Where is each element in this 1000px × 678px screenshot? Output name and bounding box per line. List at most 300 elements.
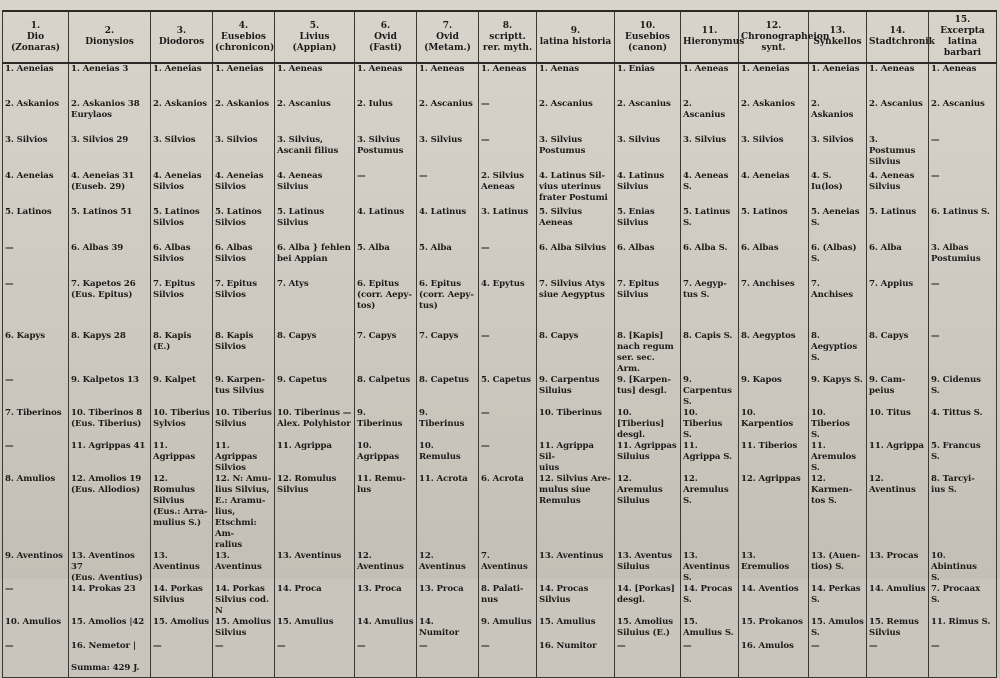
column-number: 12. [765, 20, 782, 31]
table-cell: 7. Capys [417, 331, 479, 375]
table-cell: 3. Silvius Postumus [355, 135, 417, 171]
table-cell: 9. Aventinos [3, 551, 69, 584]
table-cell: 9. Carpentus S. [681, 375, 739, 408]
table-cell: 5. Francus S. [929, 441, 997, 474]
table-cell: 16. Amulos [739, 641, 809, 663]
column-number: 10. [639, 20, 656, 31]
table-cell: 3. Silvios [809, 135, 867, 171]
table-cell: 5. Latinus S. [681, 207, 739, 243]
table-cell: 10. Remulus [417, 441, 479, 474]
table-cell: 3. Silvius [615, 135, 681, 171]
column-header [417, 11, 479, 63]
table-cell: 10. Tiberius S. [681, 408, 739, 441]
table-cell: 1. Aeneas [929, 63, 997, 99]
table-cell: 12. Aventinus [355, 551, 417, 584]
table-cell: 1. Aeneias [3, 63, 69, 99]
table-cell: 5. Enias Silvius [615, 207, 681, 243]
table-row [3, 584, 997, 617]
column-number: 15. [954, 15, 971, 25]
column-header [3, 11, 69, 63]
summary-empty-cell [681, 663, 739, 677]
table-cell: 12. Aventinus [417, 551, 479, 584]
kings-table [2, 10, 997, 678]
table-cell: 1. Aeneias [809, 63, 867, 99]
table-cell: 3. Silvios [739, 135, 809, 171]
table-cell: 1. Aeneas [417, 63, 479, 99]
table-cell: 16. Nemetor | [69, 641, 151, 663]
table-cell: 10. Tiberinus — Alex. Polyhistor [275, 408, 355, 441]
table-cell: 3. Silvios [151, 135, 213, 171]
table-cell: — [3, 279, 69, 331]
table-row [3, 279, 997, 331]
column-number: 7. [442, 20, 453, 31]
table-row [3, 375, 997, 408]
table-cell: 10. Tiberius Sylvios [151, 408, 213, 441]
table-cell: 1. Aeneias [213, 63, 275, 99]
table-cell: 7. Epitus Silvios [213, 279, 275, 331]
table-cell: 9. Amulius [479, 617, 537, 641]
table-cell: 14. Procas S. [681, 584, 739, 617]
table-row [3, 551, 997, 584]
table-cell: 2. Ascanius [929, 99, 997, 135]
summary-empty-cell [151, 663, 213, 677]
table-cell: — [867, 641, 929, 663]
table-cell: 13. Aventinos 37 (Eus. Aventius) [69, 551, 151, 584]
table-cell: 5. Latinos [3, 207, 69, 243]
column-title: Dionysios [85, 37, 134, 47]
table-cell: 11. Tiberios [739, 441, 809, 474]
table-cell: 2. Iulus [355, 99, 417, 135]
table-cell: 4. Aeneas Silvius [867, 171, 929, 207]
table-cell: 13. Aventinus [151, 551, 213, 584]
table-cell: 6. (Albas) S. [809, 243, 867, 279]
table-cell: 3. Latinus [479, 207, 537, 243]
table-cell: — [479, 408, 537, 441]
table-cell: 9. Cam- peius [867, 375, 929, 408]
table-cell: 13. Aventus Siluius [615, 551, 681, 584]
table-cell: 9. Capetus [275, 375, 355, 408]
table-cell: 4. Epytus [479, 279, 537, 331]
table-cell: 4. Aeneas Silvius [275, 171, 355, 207]
column-number: 1. [30, 20, 41, 31]
table-cell: 4. Latinus [417, 207, 479, 243]
table-cell: 8. Aegyptos [739, 331, 809, 375]
table-cell: 7. Atys [275, 279, 355, 331]
column-title: Chronographeion synt. [741, 31, 830, 53]
table-cell: 8. Capys [275, 331, 355, 375]
table-cell: 3. Silvios [3, 135, 69, 171]
table-cell: 13. Aventinus [275, 551, 355, 584]
column-header [275, 11, 355, 63]
table-cell: 4. Latinus [355, 207, 417, 243]
table-row [3, 99, 997, 135]
table-cell: 2. Askanios [739, 99, 809, 135]
table-cell: — [151, 641, 213, 663]
table-cell: 6. Alba Silvius [537, 243, 615, 279]
table-cell: — [929, 171, 997, 207]
summary-empty-cell [867, 663, 929, 677]
table-cell: 4. Aeneias [739, 171, 809, 207]
table-cell: 3. Albas Postumius [929, 243, 997, 279]
table-cell: 14. Aventios [739, 584, 809, 617]
table-row [3, 135, 997, 171]
table-cell: 2. Silvius Aeneas [479, 171, 537, 207]
table-cell: 5. Latinus [867, 207, 929, 243]
table-cell: 14. Procas Silvius [537, 584, 615, 617]
column-title: Stadtchronik [869, 37, 935, 47]
table-cell: 12. Agrippas [739, 474, 809, 551]
column-title: Excerpta latina barbari [940, 26, 985, 58]
table-cell: 10. Amulios [3, 617, 69, 641]
table-cell: 5. Alba [355, 243, 417, 279]
table-cell: 9. Kapos [739, 375, 809, 408]
table-cell: 14. Porkas Silvius cod. N [213, 584, 275, 617]
table-cell: 9. Kalpetos 13 [69, 375, 151, 408]
table-cell: 12. Aremulus S. [681, 474, 739, 551]
table-cell: — [479, 135, 537, 171]
summary-empty-cell [809, 663, 867, 677]
table-cell: 11. Rimus S. [929, 617, 997, 641]
table-cell: 7. Aventinus [479, 551, 537, 584]
table-cell: — [213, 641, 275, 663]
table-cell: 1. Aeneas [867, 63, 929, 99]
table-cell: 1. Aeneias [151, 63, 213, 99]
table-cell: 3. Silvius [417, 135, 479, 171]
table-cell: 1. Aeneas [275, 63, 355, 99]
table-cell: 13. Eremulios [739, 551, 809, 584]
table-cell: 15. Amolios |42 [69, 617, 151, 641]
table-cell: 2. Askanios [3, 99, 69, 135]
table-cell: 13. (Auen- tios) S. [809, 551, 867, 584]
column-title: Synkellos [813, 37, 862, 47]
table-cell: 6. Epitus (corr. Aepy- tos) [355, 279, 417, 331]
table-cell: 5. Alba [417, 243, 479, 279]
column-number: 14. [889, 26, 906, 36]
table-cell: 9. Kalpet [151, 375, 213, 408]
table-cell: 12. Amolios 19 (Eus. Allodios) [69, 474, 151, 551]
table-cell: 2. Ascanius [615, 99, 681, 135]
table-cell: 5. Latinos [739, 207, 809, 243]
table-cell: 16. Numitor [537, 641, 615, 663]
table-cell: 6. Latinus S. [929, 207, 997, 243]
table-cell: 10. Tiberinus [537, 408, 615, 441]
table-cell: 15. Amulius [275, 617, 355, 641]
table-cell: — [355, 641, 417, 663]
table-cell: 15. Amulius S. [681, 617, 739, 641]
table-cell: 7. Silvius Atys siue Aegyptus [537, 279, 615, 331]
table-cell: 4. Aeneias [3, 171, 69, 207]
table-cell: 15. Remus Silvius [867, 617, 929, 641]
table-cell: — [809, 641, 867, 663]
table-cell: 4. Tittus S. [929, 408, 997, 441]
table-cell: — [3, 584, 69, 617]
column-header [213, 11, 275, 63]
table-cell: 4. Aeneias Silvios [213, 171, 275, 207]
table-row [3, 408, 997, 441]
table-body [3, 63, 997, 677]
table-row [3, 474, 997, 551]
table-cell: 11. Remu- lus [355, 474, 417, 551]
table-cell: 7. Anchises [739, 279, 809, 331]
summary-empty-cell [615, 663, 681, 677]
table-cell: 1. Aeneas [355, 63, 417, 99]
table-cell: 10. Abintinus S. [929, 551, 997, 584]
table-cell: 14. Porkas Silvius [151, 584, 213, 617]
table-cell: 9. Kapys S. [809, 375, 867, 408]
table-cell: 10. Tiberinos 8 (Eus. Tiberius) [69, 408, 151, 441]
table-cell: 7. Aegyp- tus S. [681, 279, 739, 331]
summary-row [3, 663, 997, 677]
table-cell: 8. Calpetus [355, 375, 417, 408]
table-cell: 3. Silvios [213, 135, 275, 171]
table-cell: 8. Amulios [3, 474, 69, 551]
table-cell: 15. Amolius [151, 617, 213, 641]
table-cell: 11. Agrippas [151, 441, 213, 474]
header-row [3, 11, 997, 63]
table-cell: 11. Acrota [417, 474, 479, 551]
table-cell: 14. Numitor [417, 617, 479, 641]
table-cell: — [3, 441, 69, 474]
column-header [681, 11, 745, 63]
table-cell: — [479, 641, 537, 663]
summary-empty-cell [417, 663, 479, 677]
table-cell: 11. Agrippa [867, 441, 929, 474]
table-cell: 15. Amulos S. [809, 617, 867, 641]
table-cell: 13. Procas [867, 551, 929, 584]
table-cell: 8. Capys [537, 331, 615, 375]
table-row [3, 617, 997, 641]
table-row [3, 171, 997, 207]
table-cell: 9. Tiberinus [417, 408, 479, 441]
table-cell: 5. Capetus [479, 375, 537, 408]
table-cell: 4. Aeneias 31 (Euseb. 29) [69, 171, 151, 207]
table-row [3, 641, 997, 663]
table-cell: 2. Ascanius [417, 99, 479, 135]
table-cell: — [479, 99, 537, 135]
column-number: 3. [176, 26, 187, 36]
column-title: Diodoros [158, 37, 205, 47]
table-cell: 13. Aventinus S. [681, 551, 739, 584]
table-cell: 2. Ascanius [867, 99, 929, 135]
table-cell: 7. Anchises [809, 279, 867, 331]
table-cell: 2. Ascanius [537, 99, 615, 135]
table-cell: 2. Ascanius [681, 99, 739, 135]
table-cell: 4. S. Iu(los) [809, 171, 867, 207]
table-cell: 14. Prokas 23 [69, 584, 151, 617]
column-header [739, 11, 830, 63]
column-title: Eusebios (chronicon) [215, 31, 275, 53]
column-title: Eusebios (canon) [625, 31, 670, 53]
table-row [3, 63, 997, 99]
table-cell: 1. Aeneias 3 [69, 63, 151, 99]
table-cell: 7. Epitus Silvios [151, 279, 213, 331]
table-cell: 14. Proca [275, 584, 355, 617]
table-cell: 11. Aremulos S. [809, 441, 867, 474]
table-cell: 14. [Porkas] desgl. [615, 584, 681, 617]
column-title: Livius (Appian) [292, 31, 337, 53]
table-cell: — [275, 641, 355, 663]
table-cell: 15. Amulius [537, 617, 615, 641]
table-cell: 12. Karmen- tos S. [809, 474, 867, 551]
summary-empty-cell [739, 663, 809, 677]
table-cell: 3. Silvius, Ascanii filius [275, 135, 355, 171]
table-row [3, 207, 997, 243]
table-row [3, 331, 997, 375]
column-header [69, 11, 151, 63]
table-cell: 12. Aremulus Siluius [615, 474, 681, 551]
table-cell: 8. [Kapis] nach regum ser. sec. Arm. [615, 331, 681, 375]
table-cell: 10. Tiberius Silvius [213, 408, 275, 441]
table-row [3, 243, 997, 279]
table-cell: 1. Aeneas [681, 63, 739, 99]
column-number: 13. [829, 26, 846, 36]
column-title: Dio (Zonaras) [10, 31, 61, 53]
table-cell: 13. Aventinus [213, 551, 275, 584]
table-cell: 7. Appius [867, 279, 929, 331]
table-cell: 8. Palati- nus [479, 584, 537, 617]
table-cell: 12. Silvius Are- mulus siue Remulus [537, 474, 615, 551]
table-cell: 6. Albas [615, 243, 681, 279]
table-cell: 14. Amulius [355, 617, 417, 641]
table-cell: 10. Agrippas [355, 441, 417, 474]
table-cell: 5. Silvius Aeneas [537, 207, 615, 243]
table-cell: 3. Silvius [681, 135, 739, 171]
table-cell: 11. Agrippa S. [681, 441, 739, 474]
table-cell: 8. Capis S. [681, 331, 739, 375]
table-cell: — [479, 441, 537, 474]
table-cell: 12. Romulus Silvius [275, 474, 355, 551]
table-cell: 6. Albas [739, 243, 809, 279]
table-cell: 5. Aeneias S. [809, 207, 867, 243]
table-cell: 6. Albas Silvios [213, 243, 275, 279]
table-cell: 12. Romulus Silvius (Eus.: Arra- mulius S.) [151, 474, 213, 551]
column-number: 11. [701, 26, 718, 36]
table-cell: 8. Capetus [417, 375, 479, 408]
table-cell: 1. Aeneas [479, 63, 537, 99]
table-cell: 14. Amulius [867, 584, 929, 617]
column-header [615, 11, 681, 63]
table-cell: 6. Alba S. [681, 243, 739, 279]
table-cell: — [929, 279, 997, 331]
table-cell: 10. Titus [867, 408, 929, 441]
table-cell: 1. Aenas [537, 63, 615, 99]
table-cell: 12. Aventinus [867, 474, 929, 551]
column-header [151, 11, 213, 63]
table-cell: 15. Prokanos [739, 617, 809, 641]
table-cell: — [355, 171, 417, 207]
column-title: Ovid (Metam.) [424, 31, 471, 53]
table-cell: 10. Karpentios [739, 408, 809, 441]
table-cell: 4. Latinus Silvius [615, 171, 681, 207]
column-number: 6. [380, 20, 391, 31]
summary-empty-cell [3, 663, 69, 677]
table-cell: 11. Agrippas Silvios [213, 441, 275, 474]
table-cell: 13. Aventinus [537, 551, 615, 584]
table-cell: — [929, 331, 997, 375]
column-number: 9. [570, 26, 581, 36]
table-cell: 5. Latinos Silvios [213, 207, 275, 243]
column-number: 8. [502, 20, 513, 31]
table-cell: 9. Cidenus S. [929, 375, 997, 408]
table-cell: 4. Aeneias Silvios [151, 171, 213, 207]
table-cell: 7. Kapetos 26 (Eus. Epitus) [69, 279, 151, 331]
table-cell: 2. Askanios 38 Eurylaos [69, 99, 151, 135]
table-cell: 11. Agrippa Sil- uius [537, 441, 615, 474]
table-cell: 6. Albas Silvios [151, 243, 213, 279]
table-cell: 7. Tiberinos [3, 408, 69, 441]
table-cell: 4. Latinus Sil- vius uterinus frater Postumi [537, 171, 615, 207]
table-cell: 1. Enias [615, 63, 681, 99]
table-cell: 6. Albas 39 [69, 243, 151, 279]
table-cell: — [615, 641, 681, 663]
summary-empty-cell [537, 663, 615, 677]
column-number: 2. [104, 26, 115, 36]
summary-empty-cell [479, 663, 537, 677]
summary-total: Summa: 429 J. [69, 663, 151, 677]
table-cell: 5. Latinos Silvios [151, 207, 213, 243]
table-cell: 10. [Tiberius] desgl. [615, 408, 681, 441]
table-cell: 2. Askanios [213, 99, 275, 135]
table-cell: — [417, 171, 479, 207]
table-cell: 5. Latinos 51 [69, 207, 151, 243]
table-cell: 12. N: Amu- lius Silvius, E.: Aramu- lius, Etschmi: Am- ralius [213, 474, 275, 551]
table-row [3, 441, 997, 474]
table-cell: — [681, 641, 739, 663]
column-title: Ovid (Fasti) [369, 31, 402, 53]
table-cell: 8. Tarcyi- ius S. [929, 474, 997, 551]
column-header [537, 11, 615, 63]
summary-empty-cell [213, 663, 275, 677]
table-cell: 8. Capys [867, 331, 929, 375]
summary-empty-cell [355, 663, 417, 677]
table-cell: — [479, 331, 537, 375]
table-cell: 4. Aeneas S. [681, 171, 739, 207]
table-cell: — [929, 641, 997, 663]
column-header [929, 11, 997, 63]
table-cell: — [3, 641, 69, 663]
table-cell: 5. Latinus Silvius [275, 207, 355, 243]
column-header [809, 11, 867, 63]
table-cell: 9. Tiberinus [355, 408, 417, 441]
table-cell: 3. Silvios 29 [69, 135, 151, 171]
table-cell: 1. Aeneias [739, 63, 809, 99]
table-cell: 15. Amolius Siluius (E.) [615, 617, 681, 641]
table-cell: 8. Kapys 28 [69, 331, 151, 375]
table-cell: — [3, 375, 69, 408]
table-cell: 11. Agrippa [275, 441, 355, 474]
table-cell: 15. Amolius Silvius [213, 617, 275, 641]
table-cell: 7. Capys [355, 331, 417, 375]
table-cell: 7. Epitus Silvius [615, 279, 681, 331]
table-cell: 6. Acrota [479, 474, 537, 551]
table-cell: 13. Proca [417, 584, 479, 617]
table-cell: 8. Aegyptios S. [809, 331, 867, 375]
table-cell: 3. Silvius Postumus [537, 135, 615, 171]
table-cell: — [479, 243, 537, 279]
table-cell: 9. Carpentus Siluius [537, 375, 615, 408]
table-cell: 6. Epitus (corr. Aepy- tus) [417, 279, 479, 331]
table-cell: 8. Kapis Silvios [213, 331, 275, 375]
column-title: latina historia [539, 37, 612, 47]
table-cell: 2. Ascanius [275, 99, 355, 135]
table-cell: 2. Askanios [151, 99, 213, 135]
summary-empty-cell [929, 663, 997, 677]
summary-empty-cell [275, 663, 355, 677]
table-cell: 14. Perkas S. [809, 584, 867, 617]
column-number: 4. [238, 20, 249, 31]
column-header [867, 11, 935, 63]
table-cell: 11. Agrippas 41 [69, 441, 151, 474]
